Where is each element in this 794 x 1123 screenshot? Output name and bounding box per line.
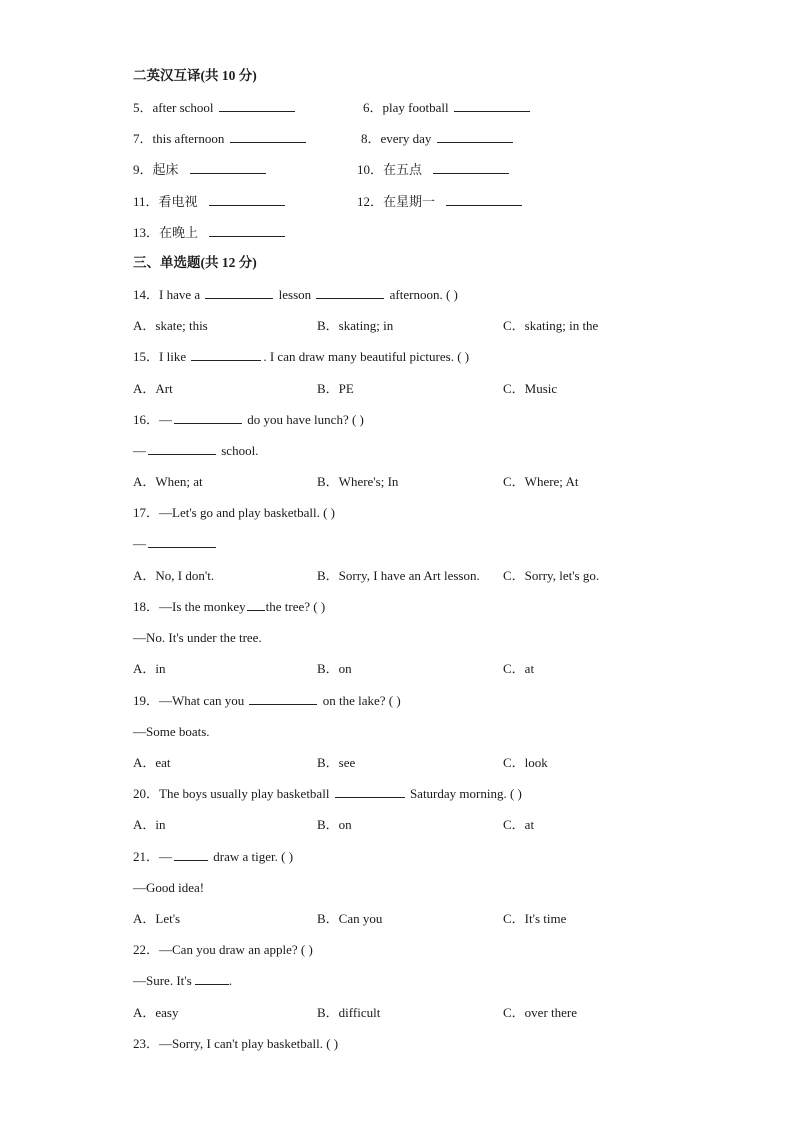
section-3-title: 三、单选题(共 12 分)	[133, 255, 257, 270]
item-text: after school	[152, 100, 214, 115]
question-text: do you have lunch? ( )	[247, 412, 364, 427]
question-text: lesson	[278, 287, 312, 302]
item-5	[133, 99, 297, 117]
answer-blank[interactable]	[247, 598, 265, 611]
item-13	[133, 224, 287, 242]
answer-blank[interactable]	[209, 224, 285, 237]
item-text: 起床	[152, 162, 179, 177]
item-number: 7．	[133, 131, 153, 146]
question-text: on the lake? ( )	[322, 693, 401, 708]
question-number: 19．	[133, 693, 160, 708]
item-10	[357, 161, 511, 179]
item-text: 看电视	[158, 194, 198, 209]
dash: —	[133, 536, 146, 551]
option-a[interactable]: A．in	[133, 661, 166, 676]
question-number: 17．	[133, 505, 160, 520]
question-text: school.	[221, 443, 259, 458]
answer-blank[interactable]	[174, 411, 242, 424]
question-number: 18．	[133, 599, 160, 614]
option-a[interactable]: A．Art	[133, 381, 173, 396]
option-b[interactable]: B．skating; in	[317, 318, 394, 333]
option-a[interactable]: A．skate; this	[133, 318, 208, 333]
item-number: 12．	[357, 194, 384, 209]
question-20	[133, 785, 522, 803]
item-number: 8．	[361, 131, 381, 146]
question-number: 14．	[133, 287, 160, 302]
question-text: I have a	[159, 287, 201, 302]
option-c[interactable]: C．at	[503, 661, 535, 676]
question-text: afternoon. ( )	[389, 287, 458, 302]
answer-blank[interactable]	[230, 130, 306, 143]
question-22	[133, 941, 313, 959]
option-a[interactable]: A．When; at	[133, 474, 203, 489]
answer-blank[interactable]	[316, 286, 384, 299]
question-22-reply	[133, 972, 232, 990]
item-6	[363, 99, 532, 117]
question-16-reply	[133, 442, 258, 460]
question-text: —Let's go and play basketball. ( )	[159, 505, 336, 520]
answer-blank[interactable]	[209, 193, 285, 206]
question-text: . I can draw many beautiful pictures. ( )	[263, 349, 470, 364]
item-7	[133, 130, 308, 148]
option-c[interactable]: C．Music	[503, 381, 558, 396]
item-12	[357, 193, 524, 211]
option-b[interactable]: B．Can you	[317, 911, 383, 926]
question-14	[133, 286, 458, 304]
answer-blank[interactable]	[454, 99, 530, 112]
item-9	[133, 161, 268, 179]
item-text: play football	[382, 100, 449, 115]
answer-blank[interactable]	[205, 286, 273, 299]
question-19-reply: —Some boats.	[133, 724, 210, 739]
question-number: 20．	[133, 786, 160, 801]
question-text: —What can you	[159, 693, 245, 708]
answer-blank[interactable]	[249, 692, 317, 705]
answer-blank[interactable]	[148, 535, 216, 548]
option-c[interactable]: C．over there	[503, 1005, 578, 1020]
item-text: 在晚上	[159, 225, 199, 240]
answer-blank[interactable]	[195, 972, 229, 985]
answer-blank[interactable]	[219, 99, 295, 112]
question-text: —Is the monkey	[159, 599, 246, 614]
dash: —	[133, 443, 146, 458]
option-b[interactable]: B．on	[317, 661, 352, 676]
question-18	[133, 598, 325, 616]
answer-blank[interactable]	[174, 848, 208, 861]
item-8	[361, 130, 515, 148]
option-c[interactable]: C．Where; At	[503, 474, 579, 489]
answer-blank[interactable]	[190, 161, 266, 174]
question-text: .	[228, 973, 233, 988]
option-a[interactable]: A．Let's	[133, 911, 181, 926]
question-text: —Sure. It's	[133, 973, 192, 988]
question-number: 23．	[133, 1036, 160, 1051]
option-c[interactable]: C．at	[503, 817, 535, 832]
option-c[interactable]: C．Sorry, let's go.	[503, 568, 600, 583]
question-number: 21．	[133, 849, 160, 864]
item-number: 9．	[133, 162, 153, 177]
answer-blank[interactable]	[148, 442, 216, 455]
question-number: 16．	[133, 412, 160, 427]
answer-blank[interactable]	[437, 130, 513, 143]
question-text: Saturday morning. ( )	[409, 786, 522, 801]
option-c[interactable]: C．skating; in the	[503, 318, 599, 333]
question-text: —	[159, 849, 173, 864]
option-c[interactable]: C．It's time	[503, 911, 567, 926]
question-text: —Can you draw an apple? ( )	[159, 942, 313, 957]
option-b[interactable]: B．see	[317, 755, 356, 770]
item-text: 在星期一	[383, 194, 436, 209]
answer-blank[interactable]	[191, 348, 261, 361]
answer-blank[interactable]	[446, 193, 522, 206]
item-number: 10．	[357, 162, 384, 177]
question-21-reply: —Good idea!	[133, 880, 205, 895]
option-a[interactable]: A．in	[133, 817, 166, 832]
option-b[interactable]: B．difficult	[317, 1005, 381, 1020]
question-19	[133, 692, 401, 710]
answer-blank[interactable]	[433, 161, 509, 174]
item-text: this afternoon	[152, 131, 225, 146]
option-b[interactable]: B．Sorry, I have an Art lesson.	[317, 568, 480, 583]
question-17	[133, 504, 335, 522]
option-b[interactable]: B．PE	[317, 381, 354, 396]
item-text: every day	[380, 131, 432, 146]
question-21	[133, 848, 293, 866]
item-number: 6．	[363, 100, 383, 115]
question-text: —Sorry, I can't play basketball. ( )	[159, 1036, 339, 1051]
question-15	[133, 348, 469, 366]
option-b[interactable]: B．on	[317, 817, 352, 832]
section-2-title: 二英汉互译(共 10 分)	[133, 68, 257, 83]
question-23	[133, 1035, 338, 1053]
option-c[interactable]: C．look	[503, 755, 548, 770]
item-11	[133, 193, 287, 211]
question-number: 15．	[133, 349, 160, 364]
question-text: the tree? ( )	[265, 599, 326, 614]
question-text: The boys usually play basketball	[159, 786, 330, 801]
question-text: draw a tiger. ( )	[213, 849, 294, 864]
answer-blank[interactable]	[335, 785, 405, 798]
question-text: I like	[159, 349, 187, 364]
question-text: —	[159, 412, 173, 427]
item-number: 13．	[133, 225, 160, 240]
item-text: 在五点	[383, 162, 423, 177]
item-number: 5．	[133, 100, 153, 115]
question-number: 22．	[133, 942, 160, 957]
option-a[interactable]: A．eat	[133, 755, 171, 770]
option-b[interactable]: B．Where's; In	[317, 474, 399, 489]
question-17-reply	[133, 535, 218, 553]
option-a[interactable]: A．No, I don't.	[133, 568, 215, 583]
option-a[interactable]: A．easy	[133, 1005, 179, 1020]
question-16	[133, 411, 364, 429]
question-18-reply: —No. It's under the tree.	[133, 630, 262, 645]
item-number: 11．	[133, 194, 159, 209]
